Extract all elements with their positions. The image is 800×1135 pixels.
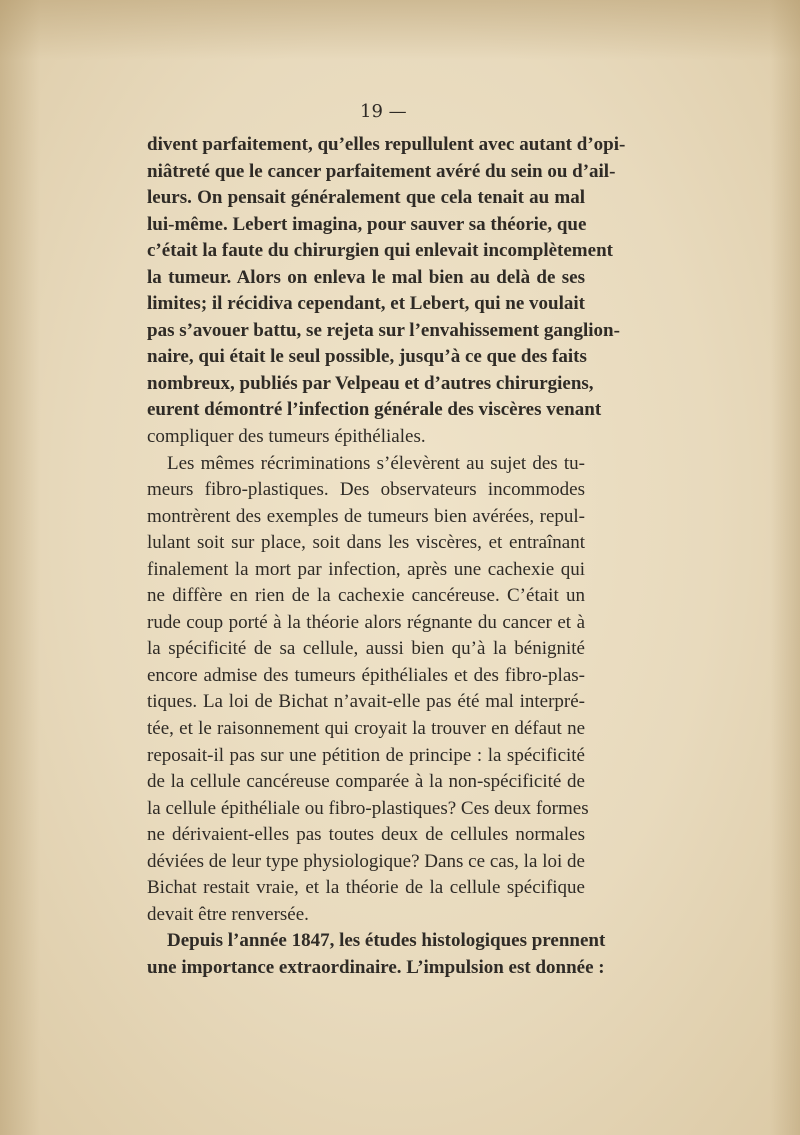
text-line: la spécificité de sa cellule, aussi bien qu’à la bénignité <box>147 638 585 660</box>
text-line: eurent démontré l’infection générale des viscères venant <box>147 399 602 421</box>
text-line: la cellule épithéliale ou fibro-plastiques? Ces deux formes <box>147 797 589 819</box>
text-line: leurs. On pensait généralement que cela tenait au mal <box>147 187 585 209</box>
text-line: ne diffère en rien de la cachexie cancéreuse. C’était un <box>147 585 585 607</box>
text-line: une importance extraordinaire. L’impulsion est donnée : <box>147 956 605 978</box>
text-line: pas s’avouer battu, se rejeta sur l’envahissement ganglion- <box>147 319 620 341</box>
text-line: nombreux, publiés par Velpeau et d’autres chirurgiens, <box>147 372 594 394</box>
text-line: rude coup porté à la théorie alors régnante du cancer et à <box>147 611 585 633</box>
text-line: la tumeur. Alors on enleva le mal bien au delà de ses <box>147 266 585 288</box>
text-line: divent parfaitement, qu’elles repullulent avec autant d’opi- <box>147 134 626 155</box>
text-line: Bichat restait vraie, et la théorie de la cellule spécifique <box>147 877 585 899</box>
text-line: c’était la faute du chirurgien qui enlevait incomplètement <box>147 240 613 262</box>
text-line: Les mêmes récriminations s’élevèrent au sujet des tu- <box>167 452 585 474</box>
text-line: meurs fibro-plastiques. Des observateurs incommodes <box>147 479 585 501</box>
text-line: tée, et le raisonnement qui croyait la trouver en défaut ne <box>147 718 585 740</box>
text-line: Depuis l’année 1847, les études histologiques prennent <box>167 930 606 952</box>
text-line: naire, qui était le seul possible, jusqu’à ce que des faits <box>147 346 587 368</box>
text-line: de la cellule cancéreuse comparée à la non-spécificité de <box>147 771 585 793</box>
page-aging-right <box>770 0 800 1135</box>
body-text <box>147 132 626 982</box>
text-line: tiques. La loi de Bichat n’avait-elle pas été mal interpré- <box>147 691 585 713</box>
page-aging-left <box>0 0 40 1135</box>
text-line: déviées de leur type physiologique? Dans ce cas, la loi de <box>147 850 585 872</box>
text-line: encore admise des tumeurs épithéliales et des fibro-plas- <box>147 664 585 686</box>
text-line: compliquer des tumeurs épithéliales. <box>147 426 426 448</box>
text-line: reposait-il pas sur une pétition de principe : la spécificité <box>147 744 585 766</box>
page-aging-top <box>0 0 800 60</box>
page-number: 19 — <box>360 101 407 122</box>
text-line: niâtreté que le cancer parfaitement avéré du sein ou d’ail- <box>147 160 616 182</box>
text-line: finalement la mort par infection, après une cachexie qui <box>147 558 585 580</box>
text-line: limites; il récidiva cependant, et Lebert, qui ne voulait <box>147 293 586 315</box>
text-line: devait être renversée. <box>147 903 309 925</box>
text-line: ne dérivaient-elles pas toutes deux de cellules normales <box>147 824 585 846</box>
text-line: lui-même. Lebert imagina, pour sauver sa théorie, que <box>147 213 587 235</box>
text-line: montrèrent des exemples de tumeurs bien avérées, repul- <box>147 505 585 527</box>
text-line: lulant soit sur place, soit dans les viscères, et entraînant <box>147 532 585 554</box>
